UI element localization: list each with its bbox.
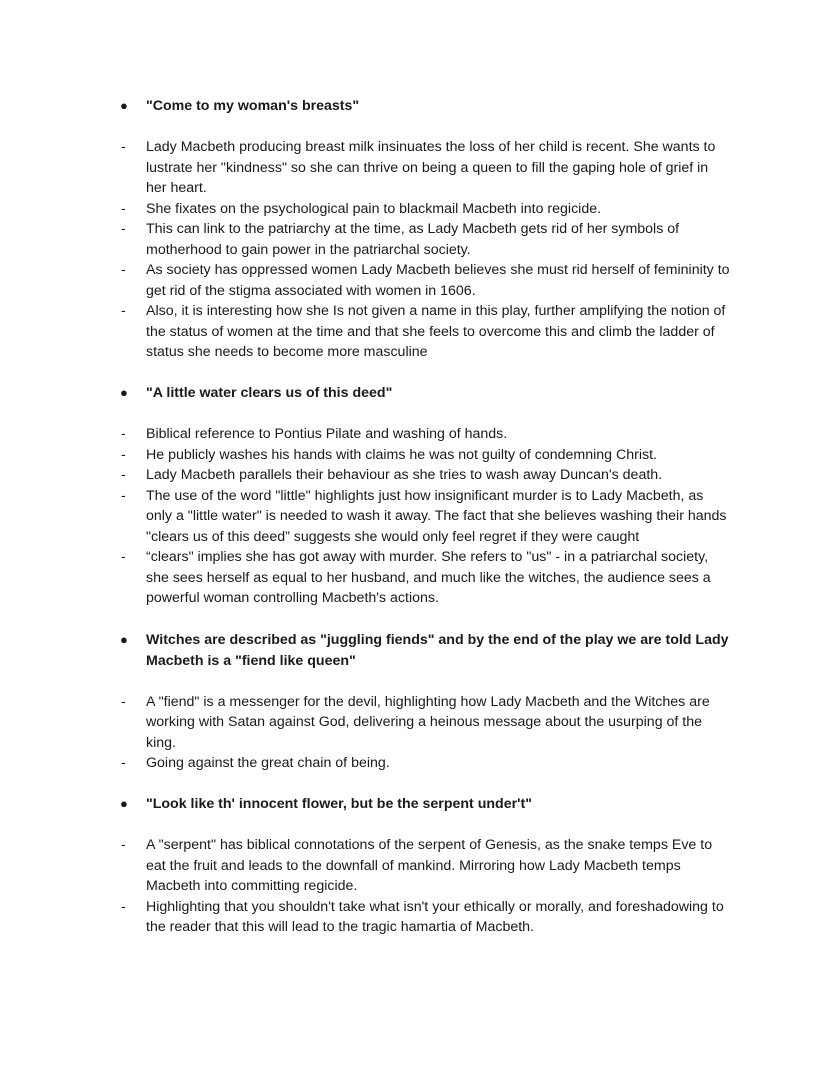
item-list (0, 835, 828, 938)
dash-marker: - (121, 467, 126, 483)
list-item (0, 486, 828, 548)
list-item (0, 692, 828, 754)
item-text: Lady Macbeth parallels their behaviour as she tries to wash away Duncan's death. (146, 467, 663, 483)
heading-text: Witches are described as "juggling fiends" and by the end of the play we are told Lady Macbeth is a "fiend like queen" (146, 632, 729, 669)
item-text: Also, it is interesting how she Is not given a name in this play, further amplifying the notion of the status of women at the time and that she feels to overcome this and climb the ladder of status she needs to become more masculine (146, 303, 726, 360)
item-text: Lady Macbeth producing breast milk insinuates the loss of her child is recent. She wants to lustrate her "kindness" so she can thrive on being a queen to fill the gaping hole of grief in her heart. (146, 139, 716, 196)
section-heading (0, 630, 828, 671)
item-list (0, 424, 828, 609)
list-item (0, 137, 828, 199)
dash-marker: - (121, 837, 126, 853)
bullet-icon: ● (120, 385, 128, 400)
dash-marker: - (121, 755, 126, 771)
section-come-to-my-womans-breasts (0, 96, 828, 363)
dash-marker: - (121, 549, 126, 565)
section-a-little-water (0, 383, 828, 609)
list-item (0, 260, 828, 301)
dash-marker: - (121, 446, 126, 463)
list-item (0, 753, 828, 774)
dash-marker: - (121, 221, 126, 237)
list-item (0, 465, 828, 486)
item-text: As society has oppressed women Lady Macbeth believes she must rid herself of femininity to get rid of the stigma associated with women in 1606. (146, 262, 730, 299)
list-item (0, 897, 828, 938)
dash-marker: - (121, 898, 126, 915)
item-text: Highlighting that you shouldn't take what isn't your ethically or morally, and foreshadowing to the reader that this will lead to the tragic hamartia of Macbeth. (146, 898, 724, 935)
bullet-icon: ● (120, 632, 128, 647)
list-item (0, 445, 828, 466)
heading-text: "Look like th' innocent flower, but be the serpent under't" (146, 796, 532, 812)
list-item (0, 424, 828, 445)
item-list (0, 692, 828, 774)
item-text: Going against the great chain of being. (146, 755, 390, 771)
section-juggling-fiends (0, 630, 828, 774)
dash-marker: - (121, 426, 126, 442)
section-heading (0, 96, 828, 117)
item-text: She fixates on the psychological pain to blackmail Macbeth into regicide. (146, 200, 602, 217)
item-text: A "serpent" has biblical connotations of the serpent of Genesis, as the snake temps Eve to eat the fruit and leads to the downfall of mankind. Mirroring how Lady Macbeth temps Macbeth into committing regicide. (146, 837, 713, 894)
bullet-icon: ● (120, 796, 128, 811)
section-innocent-flower (0, 794, 828, 938)
dash-marker: - (121, 487, 126, 504)
item-text: This can link to the patriarchy at the time, as Lady Macbeth gets rid of her symbols of motherhood to gain power in the patriarchal society. (146, 221, 680, 258)
section-heading (0, 794, 828, 815)
list-item (0, 301, 828, 363)
bullet-icon: ● (120, 98, 128, 113)
item-text: Biblical reference to Pontius Pilate and washing of hands. (146, 426, 508, 442)
section-heading (0, 383, 828, 404)
heading-text: "A little water clears us of this deed" (146, 385, 393, 401)
dash-marker: - (121, 303, 126, 319)
list-item (0, 199, 828, 220)
dash-marker: - (121, 693, 126, 710)
item-text: A "fiend" is a messenger for the devil, highlighting how Lady Macbeth and the Witches are working with Satan against God, delivering a heinous message about the usurping of the king. (146, 693, 710, 751)
list-item (0, 835, 828, 897)
list-item (0, 219, 828, 260)
dash-marker: - (121, 262, 126, 278)
list-item (0, 547, 828, 609)
item-text: The use of the word "little" highlights just how insignificant murder is to Lady Macbeth, as only a "little water" is needed to wash it away. The fact that she believes washing their hands "clears us of this deed” suggests she would only feel regret if they were caught (146, 487, 727, 545)
dash-marker: - (121, 139, 126, 155)
item-list (0, 137, 828, 363)
item-text: “clears" implies she has got away with murder. She refers to "us" - in a patriarchal society, she sees herself as equal to her husband, and much like the witches, the audience sees a powerful woman controlling Macbeth's actions. (146, 549, 711, 606)
dash-marker: - (121, 200, 126, 217)
heading-text: "Come to my woman's breasts" (146, 98, 360, 114)
item-text: He publicly washes his hands with claims he was not guilty of condemning Christ. (146, 446, 657, 463)
